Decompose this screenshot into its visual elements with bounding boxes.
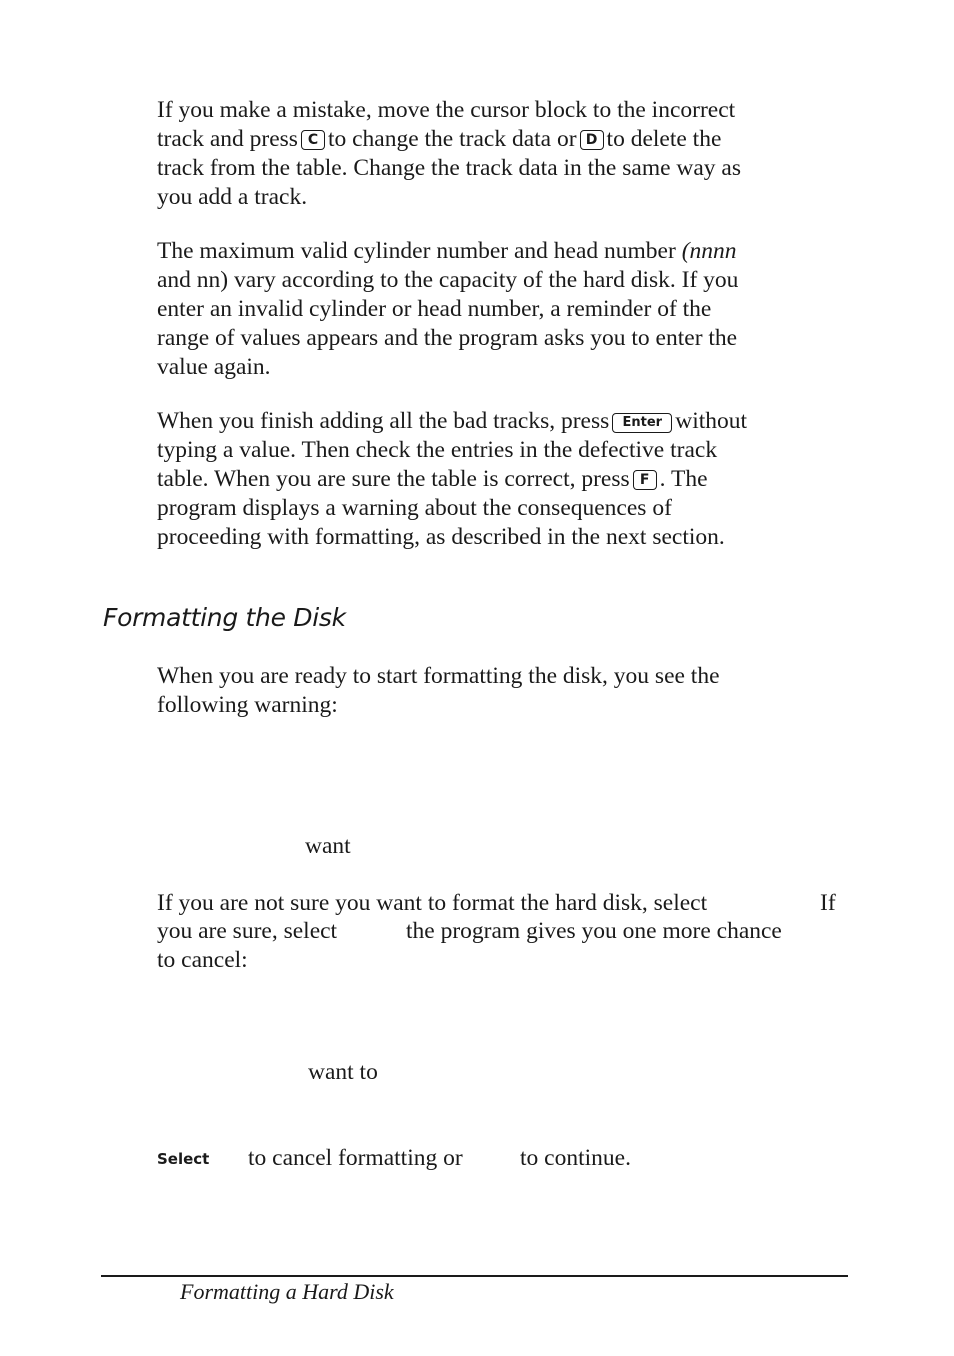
text-fragment: you are sure, select	[157, 918, 338, 944]
text-line	[157, 237, 847, 266]
f-key-icon: F	[633, 470, 657, 490]
text-line: range of values appears and the program asks you to enter the	[157, 325, 738, 351]
text-line	[157, 125, 847, 154]
footer-divider	[101, 1275, 848, 1277]
text-fragment: the program gives you one more chance	[406, 918, 782, 944]
select-label: Select	[157, 1150, 210, 1168]
c-key-icon: C	[301, 130, 325, 150]
text-line	[157, 465, 847, 494]
italic-fragment: (nnnn	[681, 238, 737, 264]
text-line: following warning:	[157, 692, 338, 718]
text-line: If you make a mistake, move the cursor block to the incorrect	[157, 97, 736, 123]
text-line: and nn) vary according to the capacity of the hard disk. If you	[157, 267, 739, 293]
text-fragment: When you finish adding all the bad tracks, press	[157, 408, 610, 434]
intro-paragraph	[157, 662, 847, 720]
maximum-paragraph	[157, 237, 847, 382]
text-line: proceeding with formatting, as described in the next section.	[157, 524, 725, 550]
d-key-icon: D	[580, 130, 604, 150]
text-line: you add a track.	[157, 184, 308, 210]
text-line: program displays a warning about the consequences of	[157, 495, 672, 521]
text-line: typing a value. Then check the entries in the defective track	[157, 437, 718, 463]
text-line: When you are ready to start formatting the disk, you see the	[157, 663, 720, 689]
text-fragment: to cancel:	[157, 947, 248, 973]
text-line: value again.	[157, 354, 271, 380]
text-line: track from the table. Change the track data in the same way as	[157, 155, 742, 181]
text-fragment: to delete the	[606, 126, 722, 152]
text-fragment: table. When you are sure the table is correct, press	[157, 466, 630, 492]
text-fragment: to cancel formatting or	[248, 1145, 463, 1171]
finish-paragraph	[157, 407, 847, 552]
text-line: enter an invalid cylinder or head number, a reminder of the	[157, 296, 712, 322]
text-fragment: If you are not sure you want to format the hard disk, select	[157, 890, 708, 916]
text-fragment: without	[675, 408, 748, 434]
text-fragment: track and press	[157, 126, 298, 152]
footer-title: Formatting a Hard Disk	[180, 1279, 394, 1304]
text-fragment: to change the track data or	[327, 126, 577, 152]
text-fragment: If	[820, 890, 836, 916]
text-line	[157, 407, 847, 436]
enter-key-icon: Enter	[612, 413, 672, 433]
text-fragment: . The	[659, 466, 708, 492]
text-fragment: to continue.	[520, 1145, 631, 1171]
section-heading: Formatting the Disk	[103, 603, 346, 632]
second-warning-fragment: want to	[308, 1059, 378, 1085]
text-fragment: The maximum valid cylinder number and head number	[157, 238, 676, 264]
mistake-paragraph	[157, 96, 847, 212]
warning-fragment: want	[305, 833, 351, 859]
